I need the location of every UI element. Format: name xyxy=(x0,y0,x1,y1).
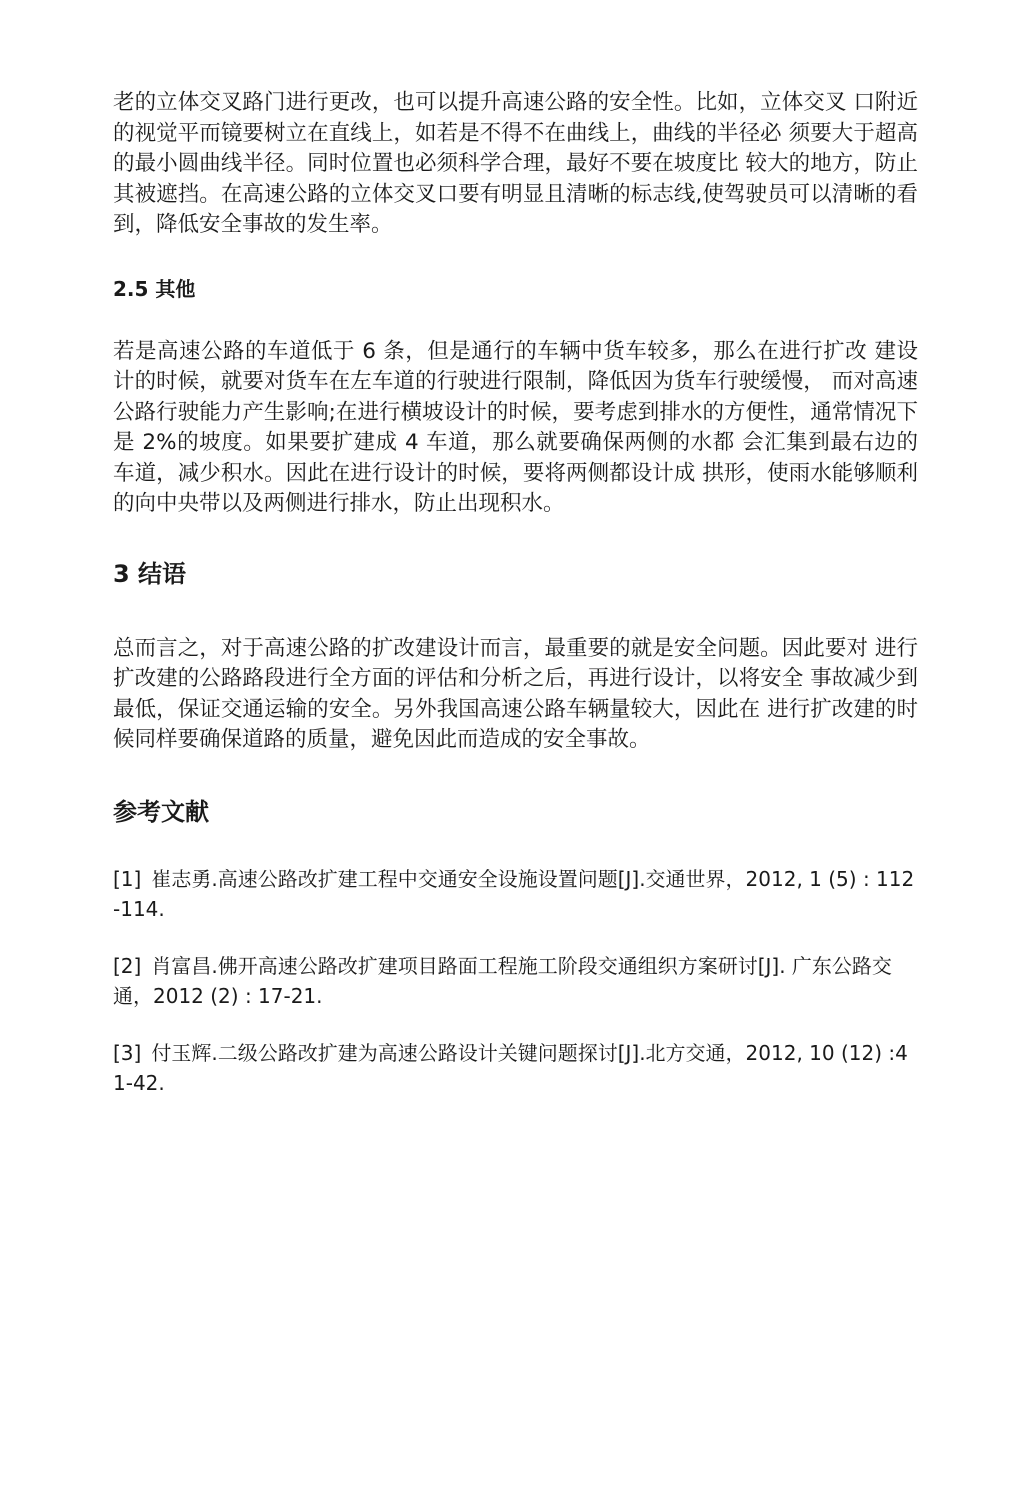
section-3-heading: 3 结语 xyxy=(113,559,187,588)
conclusion-paragraph: 总而言之，对于高速公路的扩改建设计而言，最重要的就是安全问题。因此要对 进行扩改建的公路路段进行全方面的评估和分析之后，再进行设计，以将安全 事故减少到最低，保证交通运输的安全。另外我国高速公路车辆量较大，因此在 进行扩改建的时候同样要确保道路的质量，避免因此而造成的安全事故。 xyxy=(113,635,918,752)
reference-item xyxy=(113,864,918,924)
reference-item xyxy=(113,951,918,1011)
reference-text: 肖富昌.佛开高速公路改扩建项目路面工程施工阶段交通组织方案研讨[J]. 广东公路交通，2012 (2) : 17-21. xyxy=(113,953,892,1008)
other-paragraph: 若是高速公路的车道低于 6 条，但是通行的车辆中货车较多，那么在进行扩改 建设计的时候，就要对货车在左车道的行驶进行限制，降低因为货车行驶缓慢， 而对高速公路行驶能力产生影响;在进行横坡设计的时候，要考虑到排水的方便性，通常情况下是 2%的坡度。如果要扩建成 4 车道，那么就要确保两侧的水都 会汇集到最右边的车道，减少积水。因此在进行设计的时候，要将两侧都设计成 拱形，使雨水能够顺利的向中央带以及两侧进行排水，防止出现积水。 xyxy=(113,338,918,516)
references-heading: 参考文献 xyxy=(113,797,209,826)
reference-item xyxy=(113,1038,918,1098)
reference-text: 崔志勇.高速公路改扩建工程中交通安全设施设置问题[J].交通世界，2012, 1 (5) : 112-114. xyxy=(113,866,915,921)
document-page xyxy=(113,84,918,1098)
reference-number: [2] xyxy=(113,953,142,978)
reference-text: 付玉辉.二级公路改扩建为高速公路设计关键问题探讨[J].北方交通，2012, 10 (12) :41-42. xyxy=(113,1040,908,1095)
intro-paragraph: 老的立体交叉路门进行更改，也可以提升高速公路的安全性。比如，立体交叉 口附近的视觉平而镜要树立在直线上，如若是不得不在曲线上，曲线的半径必 须要大于超高的最小圆曲线半径。同时位置也必须科学合理，最好不要在坡度比 较大的地方，防止其被遮挡。在高速公路的立体交叉口要有明显且清晰的标志线,使驾驶员可以清晰的看到，降低安全事故的发生率。 xyxy=(113,90,918,237)
reference-number: [1] xyxy=(113,866,142,891)
section-2-5-heading: 2.5 其他 xyxy=(113,276,196,301)
reference-number: [3] xyxy=(113,1040,142,1065)
reference-list xyxy=(113,864,918,1098)
